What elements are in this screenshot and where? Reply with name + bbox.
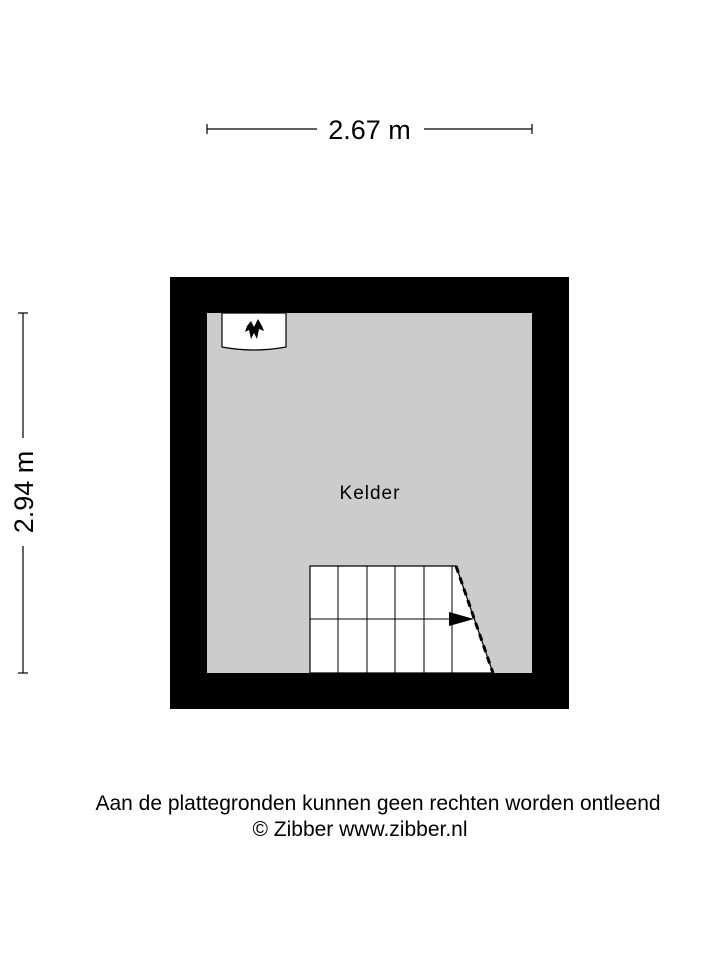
disclaimer-text: Aan de plattegronden kunnen geen rechten worden ontleend [95,792,661,815]
height-dimension [9,313,39,673]
height-label: 2.94 m [9,450,39,534]
width-label: 2.67 m [328,115,411,145]
width-dimension [207,115,532,145]
boiler-icon [222,313,286,350]
copyright-text: © Zibber www.zibber.nl [252,818,468,841]
room-label: Kelder [339,483,401,504]
